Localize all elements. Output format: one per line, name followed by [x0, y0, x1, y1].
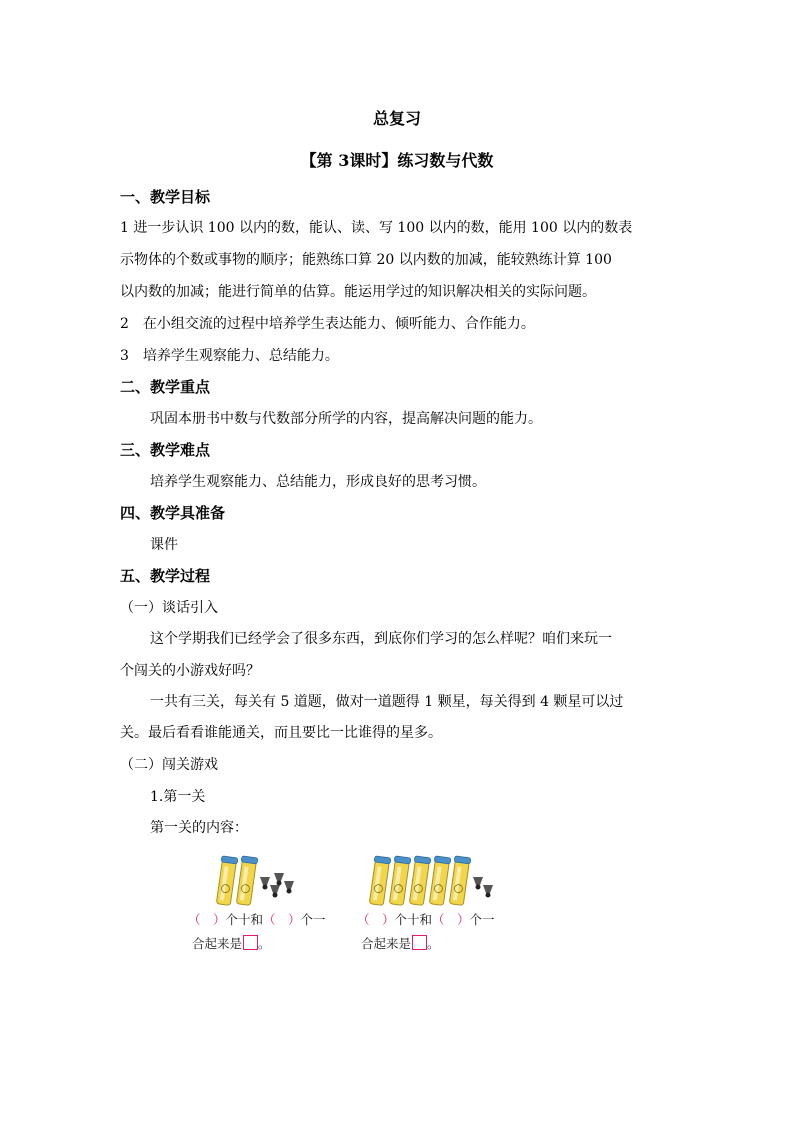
- shuttlecock-tubes-figure-1: [215, 852, 325, 908]
- shuttlecock-tube: [368, 856, 391, 906]
- answer-blank-ones[interactable]: （ ）: [263, 912, 301, 927]
- doc-title: 总复习: [372, 109, 421, 128]
- answer-box[interactable]: [412, 935, 427, 950]
- shuttlecock-tube: [448, 856, 471, 906]
- lesson-title: 【第 3课时】练习数与代数: [300, 151, 494, 170]
- paragraph-line: 关。最后看看谁能通关，而且要比一比谁得的星多。: [120, 725, 442, 741]
- paragraph-line: 3 培养学生观察能力、总结能力。: [120, 348, 339, 364]
- figure-1-caption-line-2: 合起来是 。: [192, 936, 271, 951]
- shuttlecock: [284, 881, 294, 894]
- paragraph-line: 以内数的加减；能进行简单的估算。能运用学过的知识解决相关的实际问题。: [120, 284, 596, 300]
- section-heading-process: 五、教学过程: [120, 567, 211, 585]
- paragraph-line: 第一关的内容：: [150, 820, 248, 836]
- shuttlecock: [473, 877, 483, 890]
- paragraph-line: 一共有三关，每关有 5 道题，做对一道题得 1 颗星，每关得到 4 颗星可以过: [150, 694, 624, 710]
- figure-2-caption-line-2: 合起来是 。: [361, 936, 440, 951]
- figure-1-caption-line-1: （ ）个十和（ ）个一: [188, 912, 326, 927]
- section-heading-focus: 二、教学重点: [120, 378, 211, 396]
- subsection-heading: （二）闯关游戏: [120, 757, 218, 773]
- shuttlecock-tube: [428, 856, 451, 906]
- shuttlecock: [270, 885, 280, 898]
- answer-blank-ones[interactable]: （ ）: [432, 912, 470, 927]
- shuttlecock-tubes-figure-2: [368, 852, 498, 908]
- subsection-heading: （一）谈话引入: [120, 600, 218, 616]
- paragraph-line: 2 在小组交流的过程中培养学生表达能力、倾听能力、合作能力。: [120, 316, 535, 332]
- section-heading-materials: 四、教学具准备: [120, 504, 226, 522]
- paragraph-line: 课件: [150, 537, 178, 553]
- answer-blank-tens[interactable]: （ ）: [188, 912, 226, 927]
- paragraph-line: 个闯关的小游戏好吗？: [120, 663, 260, 679]
- shuttlecock: [274, 873, 284, 886]
- shuttlecock: [483, 885, 493, 898]
- section-heading-objectives: 一、教学目标: [120, 188, 211, 206]
- shuttlecock-tube: [408, 856, 431, 906]
- shuttlecock: [260, 877, 270, 890]
- answer-blank-tens[interactable]: （ ）: [357, 912, 395, 927]
- paragraph-line: 这个学期我们已经学会了很多东西，到底你们学习的怎么样呢？咱们来玩一: [150, 631, 612, 647]
- paragraph-line: 培养学生观察能力、总结能力，形成良好的思考习惯。: [150, 474, 486, 490]
- figure-2-caption-line-1: （ ）个十和（ ）个一: [357, 912, 495, 927]
- paragraph-line: 巩固本册书中数与代数部分所学的内容，提高解决问题的能力。: [150, 411, 542, 427]
- section-heading-difficulty: 三、教学难点: [120, 441, 211, 459]
- shuttlecock-tube: [388, 856, 411, 906]
- paragraph-line: 示物体的个数或事物的顺序；能熟练口算 20 以内数的加减，能较熟练计算 100: [120, 252, 612, 268]
- shuttlecock-tube: [235, 856, 258, 906]
- paragraph-line: 1.第一关: [150, 789, 206, 805]
- shuttlecock-tube: [215, 856, 238, 906]
- answer-box[interactable]: [243, 935, 258, 950]
- paragraph-line: 1 进一步认识 100 以内的数，能认、读、写 100 以内的数，能用 100 以内的数表: [120, 220, 633, 236]
